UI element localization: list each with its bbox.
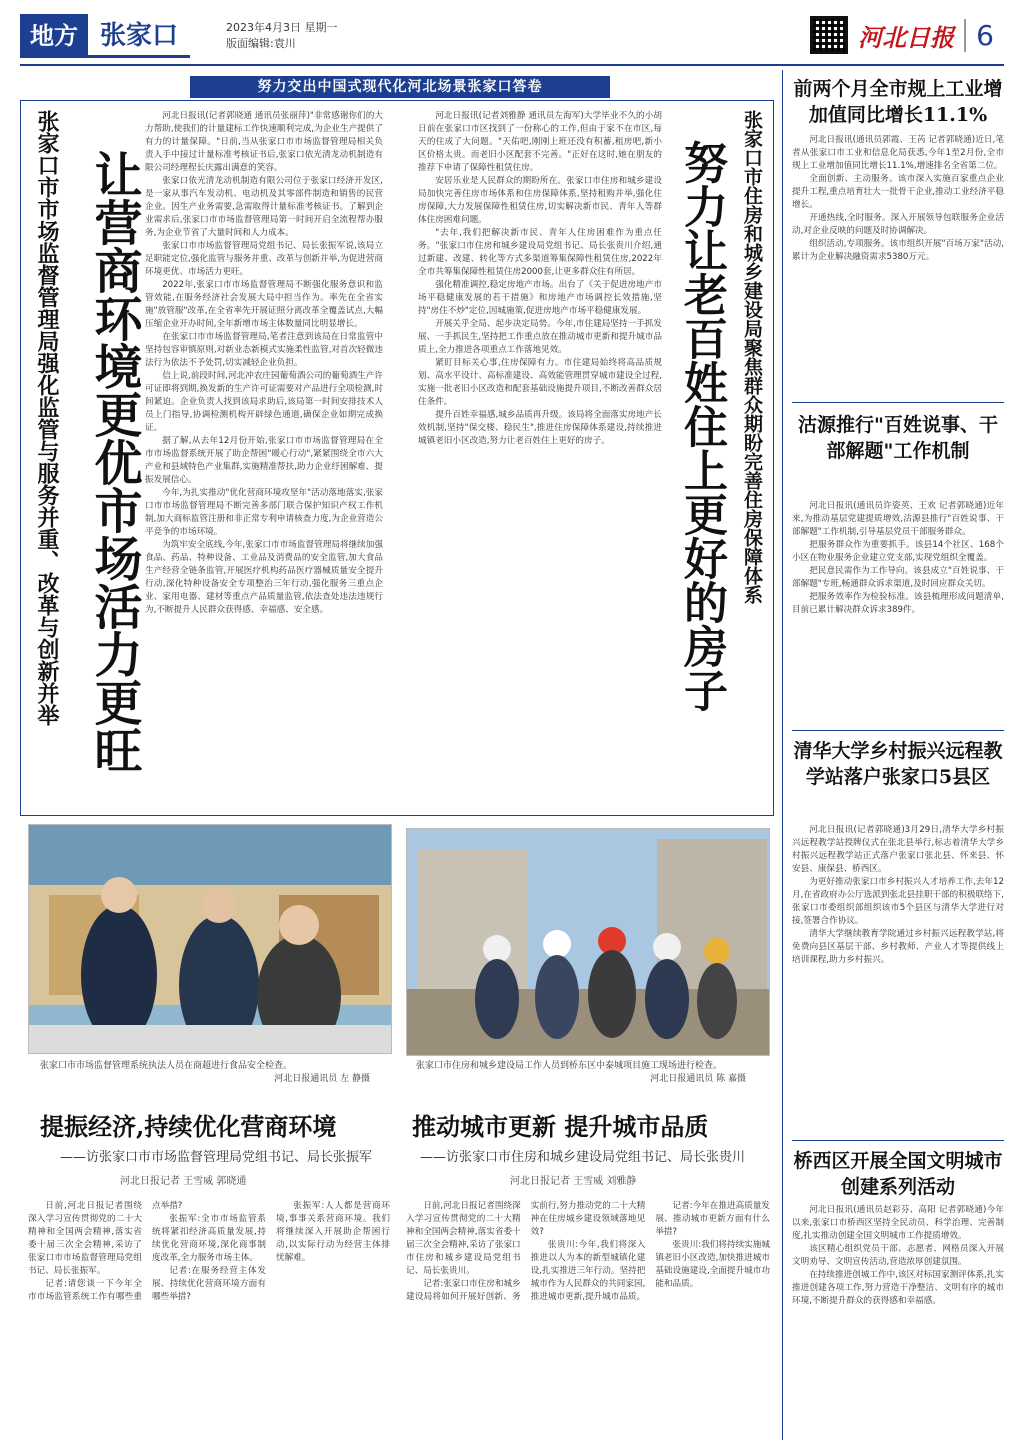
section-header: [20, 14, 190, 58]
interview2-paragraph: 张贵川:今年,我们将深入推进以人为本的新型城镇化建设,扎实推进三年行动。坚持把城市作为人民群众的共同家园,推进城市更新,提升城市品质。: [530, 1240, 646, 1302]
article2-paragraph: 提升百姓幸福感,城乡品质再升级。该局将全面落实房地产长效机制,坚持"保交楼、稳民生",推进住房保障体系建设,持续推进城镇老旧小区改造,努力让老百姓住上更好的房子。: [418, 410, 662, 446]
section-label: 地方: [20, 14, 88, 58]
side2-paragraph: 把服务效率作为检验标准。该县梳理形成问题清单,目前已累计解决群众诉求389件。: [792, 592, 1004, 615]
interview2-title: 推动城市更新 提升城市品质: [412, 1112, 709, 1141]
article1-body: [145, 110, 383, 810]
topic-banner: 努力交出中国式现代化河北场景张家口答卷: [190, 76, 610, 98]
side1-paragraph: 河北日报讯(通讯员郭霞、王芮 记者郭晓通)近日,笔者从张家口市工业和信息化局获悉,今年1至2月份,全市规上工业增加值同比增长11.1%,增速排名全省第二位。: [792, 135, 1004, 171]
side1-body: [792, 134, 1004, 396]
side3-paragraph: 河北日报讯(记者郭晓通)3月29日,清华大学乡村振兴远程教学站授牌仪式在张北县举行,标志着清华大学乡村振兴远程教学站正式落户张家口张北县、怀来县、怀安县、康保县、桥西区。: [792, 825, 1004, 874]
page-number: 6: [964, 19, 994, 52]
photo-construction-image: [407, 829, 770, 1056]
article1-paragraph: 张家口市市场监督管理局党组书记、局长张振军说,该局立足职能定位,强化监管与服务并重、改革与创新并举,为促进营商环境更优、市场活力更旺。: [145, 241, 383, 277]
masthead-rule: [20, 64, 1004, 66]
article2-paragraph: 安居乐业是人民群众的期盼所在。张家口市住房和城乡建设局加快完善住房市场体系和住房保障体系,坚持租购并举,强化住房保障,大力发展保障性租赁住房,切实解决新市民、青年人等群体住房困难问题。: [418, 176, 662, 225]
side-divider: [792, 730, 1004, 731]
side2-body: [792, 500, 1004, 726]
issue-date: 2023年4月3日 星期一: [226, 21, 338, 34]
city-label: 张家口: [88, 14, 190, 58]
article1-paragraph: 为筑牢安全底线,今年,张家口市市场监督管理局将继续加强食品、药品、特种设备、工业品及消费品的安全监管,加大食品生产经营全链条监管,开展医疗机构药品医疗器械质量安全提升行动,深化特种设备安全专项整治三年行动,强化服务三重点企业、家用电器、建材等重点产品质量监管,依法查处违法违规行为,不断提升人民群众获得感、幸福感、安全感。: [145, 540, 383, 615]
photo-construction-caption-text: 张家口市住房和城乡建设局工作人员到桥东区中泰城项目施工现场进行检查。: [416, 1061, 723, 1071]
article1-subtitle: 张家口市市场监督管理局强化监管与服务并重、改革与创新并举: [34, 110, 60, 726]
side1-paragraph: 开通热线,全时服务。深入开展领导包联服务企业活动,对企业反映的问题及时协调解决。: [792, 213, 1004, 236]
article1-paragraph: 在张家口市市场监督管理局,笔者注意到该局在日常监管中坚持包容审慎原则,对新业态新模式实施柔性监管,对首次轻微违法行为依法不予处罚,切实减轻企业负担。: [145, 332, 383, 368]
interview1-paragraph: 记者:在服务经营主体发展、持续优化营商环境方面有哪些举措?: [152, 1266, 266, 1302]
interview1-paragraph: 记者:请您谈一下今年全市市场监管系统工作有哪些重点举措?: [28, 1201, 183, 1302]
photo-market-caption: [40, 1060, 390, 1086]
interview2-byline: 河北日报记者 王雪威 刘雅静: [510, 1176, 637, 1187]
side3-body: [792, 824, 1004, 1134]
article1-paragraph: 张家口依光清龙动机制造有限公司位于张家口经济开发区,是一家从事汽车发动机、电动机及其零部件制造和销售的民营企业。因生产业务需要,急需取得计量标准考核证书。了解到企业需求后,张家口市市场监督管理局第一时间开启全流程帮办服务,为企业节省了大量时间和人力成本。: [145, 176, 383, 238]
photo-construction-credit: 河北日报通讯员 陈 嘉摄: [650, 1074, 746, 1084]
article1-paragraph: 据了解,从去年12月份开始,张家口市市场监督管理局在全市市场监督系统开展了助企帮困"暖心行动",紧紧围绕全市六大产业和县域特色产业集群,实施精准帮扶,助力企业纾困解难、提振发展信心。: [145, 436, 383, 485]
side-divider: [792, 1140, 1004, 1141]
side-divider: [792, 402, 1004, 403]
interview1-paragraph: 张振军:全市市场监管系统将紧扣经济高质量发展,持续优化营商环境,深化商事制度改革,全力服务市场主体。: [152, 1214, 266, 1263]
article2-subtitle: 张家口市住房和城乡建设局聚焦群众期盼完善住房保障体系: [741, 110, 763, 604]
side1-paragraph: 全面创新、主动服务。该市深入实施百家重点企业提升工程,重点培育壮大一批骨干企业,推动工业经济平稳增长。: [792, 174, 1004, 210]
side3-paragraph: 为更好推动张家口市乡村振兴人才培养工作,去年12月,在省政府办公厅选派到张北县挂职干部的积极联络下,张家口市委组织部组织该市5个县区与清华大学进行对接,签署合作协议。: [792, 877, 1004, 926]
interview2-body: [406, 1200, 770, 1436]
masthead-right: [810, 16, 994, 54]
article2-paragraph: 强化精准调控,稳定房地产市场。出台了《关于促进房地产市场平稳健康发展的若干措施》和房地产市场调控长效措施,坚持"房住不炒"定位,因城施策,促进房地产市场平稳健康发展。: [418, 280, 662, 316]
interview2-paragraph: 记者:今年在推进高质量发展、推动城市更新方面有什么举措?: [655, 1201, 770, 1237]
side2-paragraph: 河北日报讯(通讯员许姿英、王欢 记者郭晓通)近年来,为推动基层党建提质增效,沽源县推行"百姓说事、干部解题"工作机制,引导基层党员干部服务群众。: [792, 501, 1004, 537]
side2-paragraph: 把服务群众作为重要抓手。该县14个社区、168个小区在物业服务企业建立党支部,实现党组织全覆盖。: [792, 540, 1004, 563]
article1-title: 让营商环境更优市场活力更旺: [86, 150, 142, 774]
article1-paragraph: 信上说,前段时间,河北冲农庄园葡萄酒公司的葡萄酒生产许可证即将到期,换发新的生产许可证需要对产品进行全项检测,时间紧迫。企业负责人找到该局求助后,该局第一时间安排技术人员上门指导,协调检测机构开辟绿色通道,确保企业如期完成换证。: [145, 371, 383, 433]
interview2-subtitle: ——访张家口市住房和城乡建设局党组书记、局长张贵川: [420, 1150, 746, 1165]
side3-paragraph: 清华大学继续教育学院通过乡村振兴远程教学站,将免费向县区基层干部、乡村教师、产业人才等提供线上培训课程,助力乡村振兴。: [792, 929, 1004, 965]
interview2-paragraph: 张贵川:我们将持续实施城镇老旧小区改造,加快推进城市基础设施建设,全面提升城市功能和品质。: [655, 1240, 770, 1289]
side4-paragraph: 该区精心组织党员干部、志愿者、网格员深入开展文明劝导、文明宣传活动,营造浓厚创建氛围。: [792, 1244, 1004, 1267]
photo-construction-caption: [416, 1060, 766, 1086]
side4-title: 桥西区开展全国文明城市创建系列活动: [793, 1150, 1003, 1198]
issue-meta: [226, 20, 338, 52]
interview1-title: 提振经济,持续优化营商环境: [40, 1112, 337, 1141]
page-editor: 版面编辑:袁川: [226, 37, 296, 50]
qr-code-icon: [810, 16, 848, 54]
newspaper-brand: 河北日报: [858, 22, 955, 52]
side1-title: 前两个月全市规上工业增加值同比增长11.1%: [793, 78, 1003, 126]
article2-title: 努力让老百姓住上更好的房子: [676, 140, 727, 712]
article2-paragraph: "去年,我们把解决新市民、青年人住房困难作为重点任务。"张家口市住房和城乡建设局党组书记、局长张贵川介绍,通过新建、改建、转化等方式多渠道筹集保障性租赁住房,2022年全市共筹集保障性租赁住房2000套,让更多群众住有所居。: [418, 228, 662, 277]
article1-paragraph: 今年,为扎实推动"优化营商环境攻坚年"活动落地落实,张家口市市场监督管理局不断完善多部门联合保护知识产权工作机制,加大商标监管注册和非正常专利申请核查力度,为企业营造公平竞争的市场环境。: [145, 488, 383, 537]
interview2-paragraph: 记者:张家口市住房和城乡建设局将如何开展好创新、务实前行,努力推动党的二十大精神在住房城乡建设领域落地见效?: [406, 1201, 646, 1302]
photo-market-inspection: [28, 824, 392, 1054]
article2-body: [418, 110, 662, 810]
article2-paragraph: 河北日报讯(记者刘雅静 通讯员左海军)大学毕业不久的小胡日前在张家口市区找到了一份称心的工作,但由于家不在市区,每天的住成了大问题。"天佑吧,刚刚上班还没有积蓄,租房吧,新小区价格太贵。而老旧小区配套不完善。"正好在这时,她在朋友的推荐下申请了保障性租赁住房。: [418, 111, 662, 173]
photo-market-inspection-image: [29, 825, 392, 1054]
side3-title: 清华大学乡村振兴远程教学站落户张家口5县区: [793, 740, 1003, 788]
article1-paragraph: 河北日报讯(记者郭晓通 通讯员张丽萍)"非常感谢你们的大力帮助,使我们的计量建标工作快速顺利完成,为企业生产提供了有力的计量保障。"日前,当从张家口市市场监督管理局相关负责人手中接过计量标准考核证书后,张家口依光清龙动机制造有限公司经理程长庆露出满意的笑容。: [145, 111, 383, 173]
interview2-paragraph: 日前,河北日报记者围绕深入学习宣传贯彻党的二十大精神和全国两会精神,落实省委十届三次全会精神,采访了张家口市住房和城乡建设局党组书记、局长张贵川。: [406, 1201, 521, 1276]
photo-market-caption-text: 张家口市市场监督管理系统执法人员在商超进行食品安全检查。: [40, 1061, 293, 1071]
side4-paragraph: 河北日报讯(通讯员赵彩芬、高阳 记者郭晓通)今年以来,张家口市桥西区坚持全民动员、科学治理、完善制度,扎实推动创建全国文明城市工作提质增效。: [792, 1205, 1004, 1241]
interview1-paragraph: 张振军:人人都是营商环境,事事关系营商环境。我们将继续深入开展助企帮困行动,以实际行动为经营主体排忧解难。: [276, 1201, 390, 1263]
interview1-body: [28, 1200, 390, 1436]
column-divider: [782, 70, 783, 1440]
photo-market-credit: 河北日报通讯员 左 静摄: [274, 1074, 370, 1084]
side2-title: 沽源推行"百姓说事、干部解题"工作机制: [798, 414, 998, 462]
article2-paragraph: 开展关乎全局、起步决定局势。今年,市住建局坚持一手抓发展、一手抓民生,坚持把工作重点放在推动城市更新和提升城市品质上,全力推进各项重点工作落地见效。: [418, 319, 662, 355]
photo-construction-inspection: [406, 828, 770, 1056]
side2-paragraph: 把民意民需作为工作导向。该县成立"百姓说事、干部解题"专班,畅通群众诉求渠道,及时回应群众关切。: [792, 566, 1004, 589]
interview1-paragraph: 日前,河北日报记者围绕深入学习宣传贯彻党的二十大精神和全国两会精神,落实省委十届三次全会精神,采访了张家口市市场监督管理局党组书记、局长张振军。: [28, 1201, 142, 1276]
article2-paragraph: 紧盯目标关心事,住房保障有力。市住建局始终将高品质规划、高水平设计、高标准建设、高效能管理贯穿城市建设全过程,实施一批老旧小区改造和配套基础设施提升项目,不断改善群众居住条件。: [418, 358, 662, 407]
interview1-byline: 河北日报记者 王雪威 郭晓通: [120, 1176, 247, 1187]
article1-paragraph: 2022年,张家口市市场监督管理局不断强化服务意识和监管效能,在服务经济社会发展大局中担当作为。率先在全省实施"放管服"改革,在全省率先开展证照分离改革全覆盖试点,大幅压缩企业开办时间,全年新增市场主体数量同比明显增长。: [145, 280, 383, 329]
interview1-subtitle: ——访张家口市市场监督管理局党组书记、局长张振军: [60, 1150, 373, 1165]
side4-body: [792, 1204, 1004, 1440]
side1-paragraph: 组织活动,专项服务。该市组织开展"百场万家"活动,累计为企业解决融资需求5380万元。: [792, 239, 1004, 262]
side4-paragraph: 在持续推进创城工作中,该区对标国家测评体系,扎实推进创建各项工作,努力营造干净整洁、文明有序的城市环境,不断提升群众的获得感和幸福感。: [792, 1270, 1004, 1306]
